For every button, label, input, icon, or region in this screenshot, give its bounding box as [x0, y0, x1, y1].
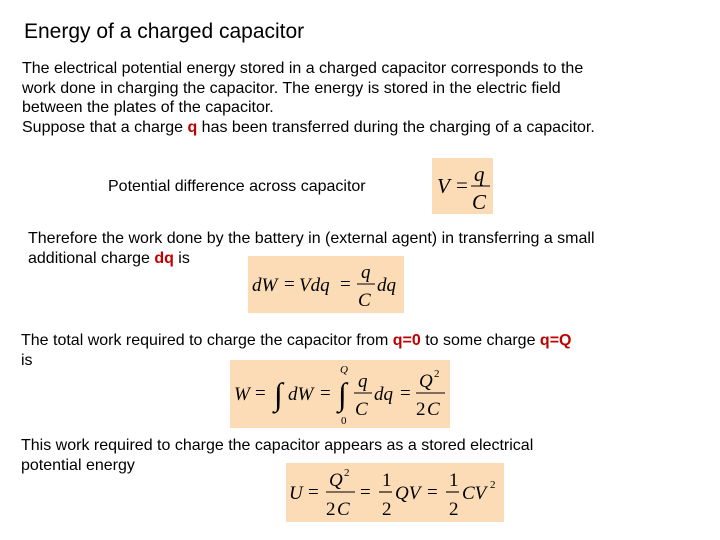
intro-line: Suppose that a charge q has been transferred during the charging of a capacitor.: [22, 118, 595, 136]
equation-potential: [432, 158, 493, 214]
svg-text:2: 2: [416, 399, 426, 420]
equation-stored-energy: [286, 463, 504, 522]
svg-text:U: U: [289, 483, 303, 504]
lower-limit: q=0: [392, 332, 421, 349]
svg-text:2: 2: [449, 499, 459, 520]
svg-text:0: 0: [341, 415, 347, 427]
svg-text:dW: dW: [288, 384, 314, 405]
svg-text:V: V: [437, 174, 450, 198]
svg-text:2: 2: [490, 479, 496, 491]
svg-text:=: =: [308, 482, 319, 503]
svg-text:C: C: [472, 190, 487, 214]
svg-text:q: q: [474, 162, 485, 186]
potential-label: Potential difference across capacitor: [108, 178, 366, 195]
svg-text:dq: dq: [377, 275, 396, 296]
intro-line: work done in charging the capacitor. The energy is stored in the electric field: [22, 79, 561, 97]
work-line: additional charge dq is: [28, 249, 190, 267]
total-line: The total work required to charge the capacitor from q=0 to some charge q=Q: [21, 332, 572, 349]
svg-text:=: =: [320, 383, 331, 404]
svg-text:C: C: [358, 290, 371, 311]
svg-text:C: C: [427, 399, 440, 420]
svg-text:=: =: [255, 383, 266, 404]
svg-text:=: =: [340, 274, 351, 295]
svg-text:CV: CV: [462, 483, 487, 504]
stored-line: potential energy: [21, 456, 135, 474]
svg-text:Vdq: Vdq: [299, 275, 330, 296]
svg-text:=: =: [427, 482, 438, 503]
svg-text:W: W: [234, 384, 250, 405]
svg-text:q: q: [358, 371, 368, 392]
svg-text:QV: QV: [395, 483, 421, 504]
svg-text:2: 2: [326, 499, 336, 520]
svg-text:q: q: [361, 262, 371, 283]
equation-total-work: [230, 360, 450, 428]
svg-text:dq: dq: [374, 384, 393, 405]
upper-limit: q=Q: [539, 332, 572, 349]
svg-text:2: 2: [382, 499, 392, 520]
svg-text:1: 1: [449, 470, 459, 491]
svg-text:C: C: [337, 499, 350, 520]
dq-symbol: dq: [154, 249, 174, 267]
svg-text:C: C: [355, 399, 368, 420]
svg-text:Q: Q: [419, 371, 433, 392]
svg-text:=: =: [400, 383, 411, 404]
svg-text:dW: dW: [252, 275, 278, 296]
slide-title: Energy of a charged capacitor: [24, 20, 305, 43]
equation-work-increment: [248, 256, 404, 313]
stored-line: This work required to charge the capacitor appears as a stored electrical: [21, 437, 534, 454]
intro-paragraph: [22, 59, 712, 137]
intro-line: The electrical potential energy stored in a charged capacitor corresponds to the: [22, 60, 584, 77]
charge-symbol: q: [187, 118, 198, 136]
svg-text:Q: Q: [340, 364, 348, 376]
work-line: Therefore the work done by the battery in (external agent) in transferring a small: [28, 230, 595, 247]
svg-text:∫: ∫: [274, 376, 283, 412]
total-line: is: [21, 351, 33, 369]
svg-text:2: 2: [344, 467, 350, 479]
svg-text:=: =: [284, 274, 295, 295]
svg-text:Q: Q: [329, 470, 343, 491]
svg-text:=: =: [456, 173, 468, 197]
svg-text:1: 1: [382, 470, 392, 491]
svg-text:2: 2: [434, 368, 440, 380]
intro-line: between the plates of the capacitor.: [22, 99, 274, 116]
svg-text:∫: ∫: [338, 376, 347, 412]
svg-text:=: =: [360, 482, 371, 503]
